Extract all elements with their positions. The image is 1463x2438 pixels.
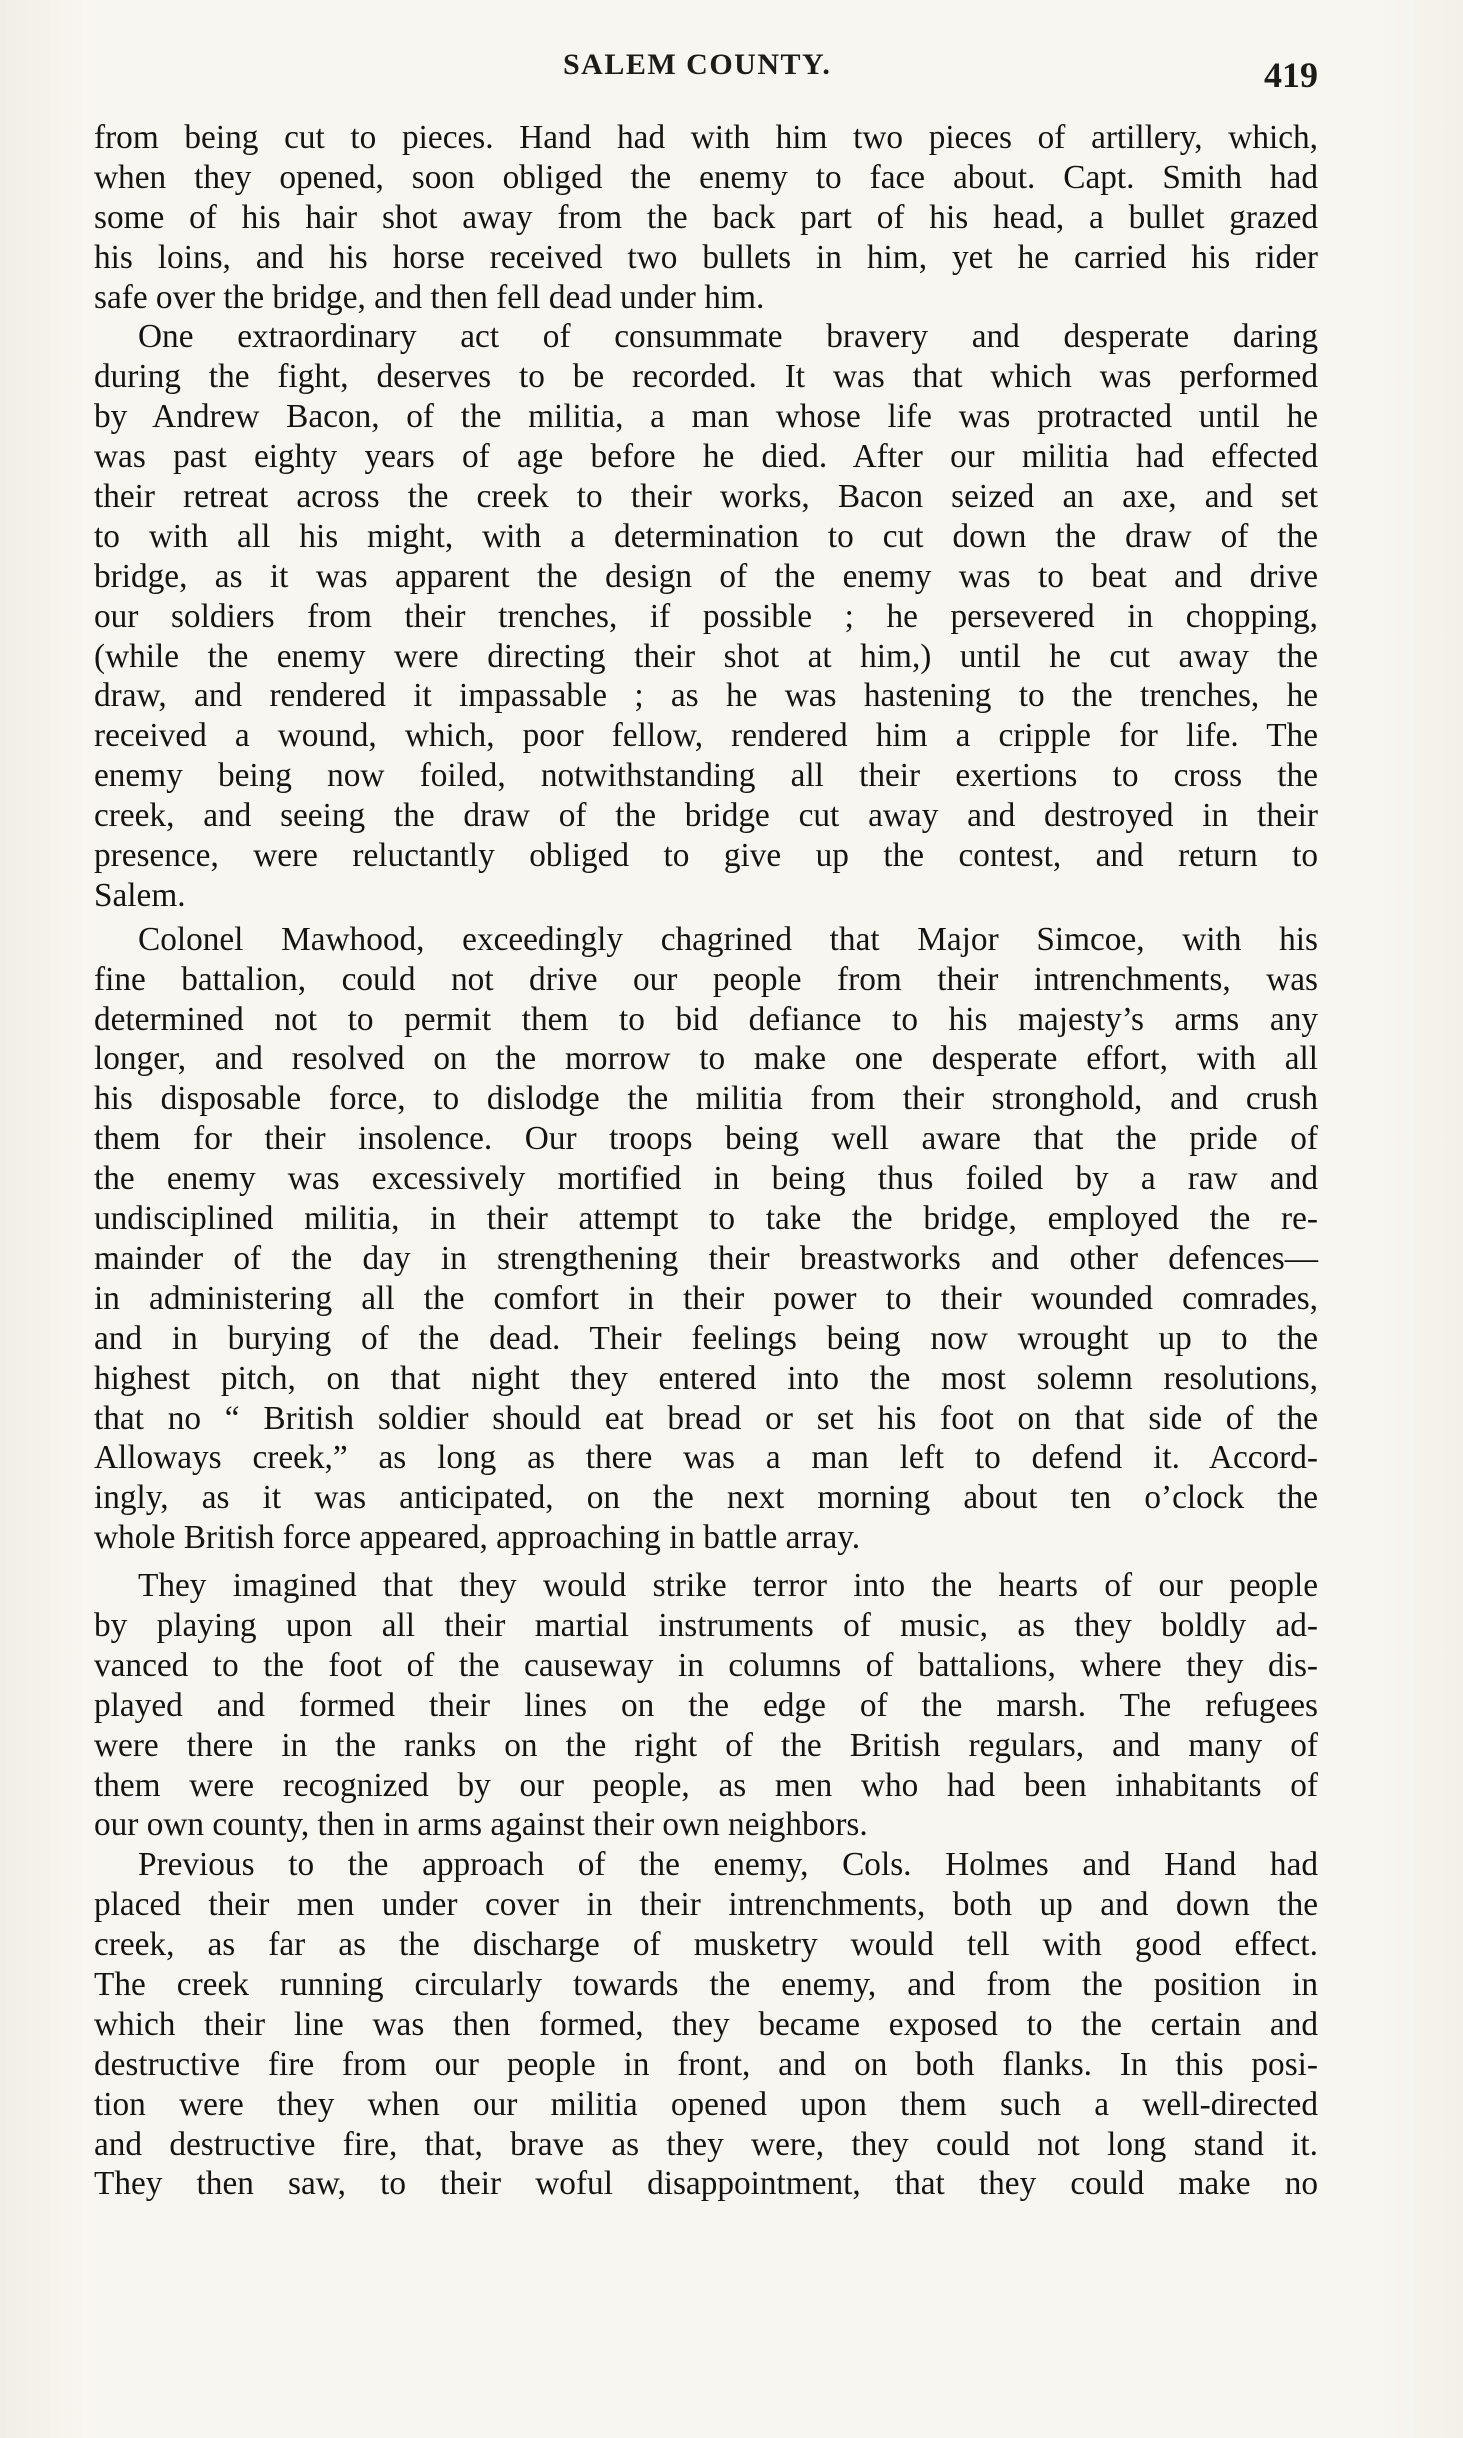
text-line: creek, and seeing the draw of the bridge cut away and destroyed in their — [94, 797, 1318, 835]
text-line: highest pitch, on that night they entered into the most solemn resolutions, — [94, 1359, 1318, 1397]
text-line: (while the enemy were directing their shot at him,) until he cut away the — [94, 637, 1318, 675]
paragraph-4 — [94, 1566, 1318, 1845]
text-line: Alloways creek,” as long as there was a man left to defend it. Accord- — [94, 1439, 1318, 1477]
text-line: by Andrew Bacon, of the militia, a man whose life was protracted until he — [94, 398, 1318, 436]
text-line: were there in the ranks on the right of the British regulars, and many of — [94, 1726, 1318, 1764]
text-line: presence, were reluctantly obliged to give up the contest, and return to — [94, 837, 1318, 875]
text-line: bridge, as it was apparent the design of the enemy was to beat and drive — [94, 557, 1318, 595]
text-line: draw, and rendered it impassable ; as he was hastening to the trenches, he — [94, 677, 1318, 715]
text-line: placed their men under cover in their intrenchments, both up and down the — [94, 1886, 1318, 1924]
paragraph-1 — [94, 118, 1318, 317]
paragraph-5 — [94, 1845, 1318, 2204]
text-line: in administering all the comfort in their power to their wounded comrades, — [94, 1279, 1318, 1317]
text-line: Previous to the approach of the enemy, Cols. Holmes and Hand had — [138, 1846, 1318, 1884]
body-text — [94, 118, 1318, 2204]
text-line: that no “ British soldier should eat bread or set his foot on that side of the — [94, 1399, 1318, 1437]
text-line: during the fight, deserves to be recorded. It was that which was performed — [94, 358, 1318, 396]
text-line: destructive fire from our people in front, and on both flanks. In this posi- — [94, 2045, 1318, 2083]
text-line: They then saw, to their woful disappointment, that they could make no — [94, 2165, 1318, 2203]
text-line: fine battalion, could not drive our people from their intrenchments, was — [94, 960, 1318, 998]
text-line: creek, as far as the discharge of musketry would tell with good effect. — [94, 1926, 1318, 1964]
text-line: whole British force appeared, approaching in battle array. — [94, 1519, 861, 1557]
text-line: from being cut to pieces. Hand had with him two pieces of artillery, which, — [94, 119, 1318, 156]
text-line: safe over the bridge, and then fell dead under him. — [94, 278, 765, 316]
text-line: determined not to permit them to bid defiance to his majesty’s arms any — [94, 1000, 1318, 1038]
text-line: enemy being now foiled, notwithstanding all their exertions to cross the — [94, 757, 1318, 795]
text-line: played and formed their lines on the edge of the marsh. The refugees — [94, 1686, 1318, 1724]
text-line: and in burying of the dead. Their feelings being now wrought up to the — [94, 1319, 1318, 1357]
text-line: by playing upon all their martial instruments of music, as they boldly ad- — [94, 1606, 1318, 1644]
text-line: to with all his might, with a determination to cut down the draw of the — [94, 517, 1318, 555]
text-line: ingly, as it was anticipated, on the next morning about ten o’clock the — [94, 1479, 1318, 1517]
running-head-title: SALEM COUNTY. — [563, 48, 832, 81]
text-line: them were recognized by our people, as men who had been inhabitants of — [94, 1766, 1318, 1804]
text-line: our own county, then in arms against their own neighbors. — [94, 1806, 868, 1844]
text-line: Colonel Mawhood, exceedingly chagrined that Major Simcoe, with his — [138, 920, 1318, 958]
text-line: some of his hair shot away from the back part of his head, a bullet grazed — [94, 198, 1318, 236]
text-line: his loins, and his horse received two bullets in him, yet he carried his rider — [94, 238, 1318, 276]
text-line: One extraordinary act of consummate bravery and desperate daring — [138, 318, 1318, 356]
text-line: Salem. — [94, 876, 186, 914]
text-line: The creek running circularly towards the enemy, and from the position in — [94, 1965, 1318, 2003]
text-line: longer, and resolved on the morrow to make one desperate effort, with all — [94, 1040, 1318, 1078]
page-number: 419 — [1264, 55, 1318, 95]
text-line: them for their insolence. Our troops being well aware that the pride of — [94, 1120, 1318, 1158]
text-line: and destructive fire, that, brave as they were, they could not long stand it. — [94, 2125, 1318, 2163]
text-line: our soldiers from their trenches, if possible ; he persevered in chopping, — [94, 597, 1318, 635]
text-line: undisciplined militia, in their attempt to take the bridge, employed the re- — [94, 1200, 1318, 1238]
text-line: his disposable force, to dislodge the militia from their stronghold, and crush — [94, 1080, 1318, 1118]
text-line: They imagined that they would strike terror into the hearts of our people — [138, 1567, 1318, 1605]
text-line: was past eighty years of age before he died. After our militia had effected — [94, 438, 1318, 476]
text-line: tion were they when our militia opened upon them such a well-directed — [94, 2085, 1318, 2123]
paragraph-3 — [94, 920, 1318, 1558]
text-line: which their line was then formed, they became exposed to the certain and — [94, 2005, 1318, 2043]
text-line: their retreat across the creek to their works, Bacon seized an axe, and set — [94, 478, 1318, 516]
text-line: received a wound, which, poor fellow, rendered him a cripple for life. The — [94, 717, 1318, 755]
paragraph-2 — [94, 317, 1318, 915]
text-line: mainder of the day in strengthening their breastworks and other defences— — [94, 1239, 1318, 1277]
text-line: when they opened, soon obliged the enemy to face about. Capt. Smith had — [94, 158, 1318, 196]
text-line: the enemy was excessively mortified in being thus foiled by a raw and — [94, 1160, 1318, 1198]
text-line: vanced to the foot of the causeway in columns of battalions, where they dis- — [94, 1646, 1318, 1684]
